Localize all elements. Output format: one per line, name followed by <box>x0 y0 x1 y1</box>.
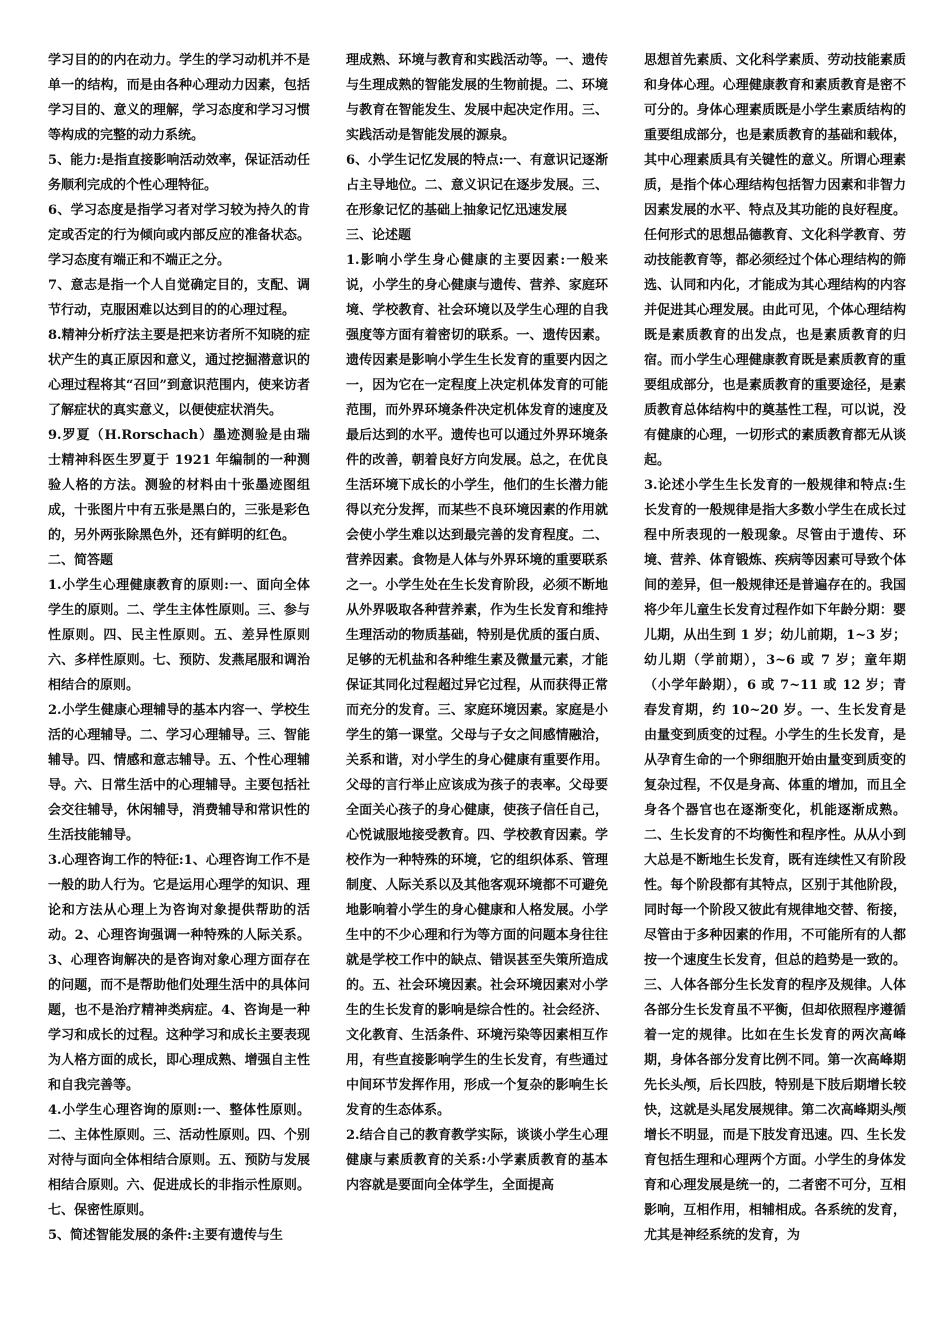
paragraph: 9.罗夏（H.Rorschach）墨迹测验是由瑞士精神科医生罗夏于 1921 年编制的一种测验人格的方法。测验的材料由十张墨迹图组成，十张图片中有五张是黑白的，三张是彩色的，另外两张除黑色外，还有鲜明的红色。 <box>48 428 310 543</box>
paragraph: 3.心理咨询工作的特征:1、心理咨询工作不是一般的助人行为。它是运用心理学的知识、理论和方法从心理上为咨询对象提供帮助的活动。2、心理咨询强调一种特殊的人际关系。3、心理咨询解决的是咨询对象心理方面存在的问题，而不是帮助他们处理生活中的具体问题，也不是治疗精神类病症。4、咨询是一种学习和成长的过程。这种学习和成长主要表现为人格方面的成长，即心理成熟、增强自主性和自我完善等。 <box>48 853 310 1093</box>
paragraph: 2.小学生健康心理辅导的基本内容一、学校生活的心理辅导。二、学习心理辅导。三、智能辅导。四、情感和意志辅导。五、个性心理辅导。六、日常生活中的心理辅导。主要包括社会交往辅导，休闲辅导，消费辅导和常识性的生活技能辅导。 <box>48 703 310 843</box>
paragraph: 3.论述小学生生长发育的一般规律和特点:生长发育的一般规律是指大多数小学生在成长过程中所表现的一般现象。尽管由于遗传、环境、营养、体育锻炼、疾病等因素可导致个体间的差异，但一般规律还是普遍存在的。我国将少年儿童生长发育过程作如下年龄分期：婴儿期，从出生到 1 岁；幼儿前期，1~3 岁；幼儿期（学前期），3~6 或 7 岁；童年期（小学年龄期），6 或 7~11 或 12 岁；青春发育期，约 10~20 岁。一、生长发育是由量变到质变的过程。小学生的生长发育，是从孕育生命的一个卵细胞开始由量变到质变的复杂过程，不仅是身高、体重的增加，而且全身各个器官也在逐渐变化，机能逐渐成熟。二、生长发育的不均衡性和程序性。从从小到大总是不断地生长发育，既有连续性又有阶段性。每个阶段都有其特点，区别于其他阶段，同时每一个阶段又彼此有规律地交替、衔接，尽管由于多种因素的作用，不可能所有的人都按一个速度生长发育，但总的趋势是一致的。三、人体各部分生长发育的程序及规律。人体各部分生长发育虽不平衡，但却依照程序遵循着一定的规律。比如在生长发育的两次高峰期，身体各部分发育比例不同。第一次高峰期先长头颅，后长四肢，特别是下肢后期增长较快，这就是头尾发展规律。第二次高峰期头颅增长不明显，而是下肢发育迅速。四、生长发育包括生理和心理两个方面。小学生的身体发育和心理发展是统一的，二者密不可分，互相影响，互相作用，相辅相成。各系统的发育，尤其是神经系统的发育，为 <box>644 478 906 1243</box>
paragraph: 6、学习态度是指学习者对学习较为持久的肯定或否定的行为倾向或内部反应的准备状态。学习态度有端正和不端正之分。 <box>48 203 310 268</box>
paragraph: 7、意志是指一个人自觉确定目的，支配、调节行动，克服困难以达到目的的心理过程。 <box>48 278 310 318</box>
paragraph: 1.影响小学生身心健康的主要因素:一般来说，小学生的身心健康与遗传、营养、家庭环境、学校教育、社会环境以及学生心理的自我强度等方面有着密切的联系。一、遗传因素。遗传因素是影响小学生生长发育的重要内因之一，因为它在一定程度上决定机体发育的可能范围，而外界环境条件决定机体发育的速度及最后达到的水平。遗传也可以通过外界环境条件的改善，朝着良好方向发展。总之，在优良生活环境下成长的小学生，他们的生长潜力能得以充分发挥，而某些不良环境因素的作用就会使小学生难以达到最完善的发育程度。二、营养因素。食物是人体与外界环境的重要联系之一。小学生处在生长发育阶段，必须不断地从外界吸取各种营养素，作为生长发育和维持生理活动的物质基础，特别是优质的蛋白质、足够的无机盐和各种维生素及微量元素，才能保证其同化过程超过异它过程，从而获得正常而充分的发育。三、家庭环境因素。家庭是小学生的第一课堂。父母与子女之间感情融洽，关系和谐，对小学生的身心健康有重要作用。父母的言行举止应该成为孩子的表率。父母要全面关心孩子的身心健康，使孩子信任自己，心悦诚服地接受教育。四、学校教育因素。学校作为一种特殊的环境，它的组织体系、管理制度、人际关系以及其他客观环境都不可避免地影响着小学生的身心健康和人格发展。小学生中的不少心理和行为等方面的问题本身往往就是学校工作中的缺点、错误甚至失策所造成的。五、社会环境因素。社会环境因素对小学生的生长发育的影响是综合性的。社会经济、文化教育、生活条件、环境污染等因素相互作用，有些直接影响学生的生长发育，有些通过中间环节发挥作用，形成一个复杂的影响生长发育的生态体系。 <box>346 253 608 1118</box>
paragraph: 8.精神分析疗法主要是把来访者所不知晓的症状产生的真正原因和意义，通过挖掘潜意识的心理过程将其“召回”到意识范围内，使来访者了解症状的真实意义，以便使症状消失。 <box>48 328 310 418</box>
paragraph: 4.小学生心理咨询的原则:一、整体性原则。二、主体性原则。三、活动性原则。四、个别对待与面向全体相结合原则。五、预防与发展相结合原则。六、促进成长的非指示性原则。七、保密性原则。 <box>48 1103 310 1218</box>
text-column-right <box>644 48 906 1344</box>
paragraph: 1.小学生心理健康教育的原则:一、面向全体学生的原则。二、学生主体性原则。三、参与性原则。四、民主性原则。五、差异性原则六、多样性原则。七、预防、发燕尾服和调治相结合的原则。 <box>48 578 310 693</box>
paragraph: 二、简答题 <box>48 553 114 568</box>
paragraph: 思想首先素质、文化科学素质、劳动技能素质和身体心理。心理健康教育和素质教育是密不可分的。身体心理素质既是小学生素质结构的重要组成部分，也是素质教育的基础和载体，其中心理素质具有关键性的意义。所谓心理素质，是指个体心理结构包括智力因素和非智力因素发展的水平、特点及其功能的良好程度。任何形式的思想品德教育、文化科学教育、劳动技能教育等，都必须经过个体心理结构的筛选、认同和内化，才能成为其心理结构的内容并促进其心理发展。由此可见，个体心理结构既是素质教育的出发点，也是素质教育的归宿。而小学生心理健康教育既是素质教育的重要组成部分，也是素质教育的重要途径，是素质教育总体结构中的奠基性工程，可以说，没有健康的心理，一切形式的素质教育都无从谈起。 <box>644 53 906 468</box>
paragraph: 5、简述智能发展的条件:主要有遗传与生 <box>48 1228 283 1243</box>
text-column-middle <box>346 48 608 1344</box>
paragraph: 三、论述题 <box>346 228 412 243</box>
paragraph: 5、能力:是指直接影响活动效率，保证活动任务顺利完成的个性心理特征。 <box>48 153 310 193</box>
paragraph: 6、小学生记忆发展的特点:一、有意识记逐渐占主导地位。二、意义识记在逐步发展。三、在形象记忆的基础上抽象记忆迅速发展 <box>346 153 608 218</box>
paragraph: 2.结合自己的教育教学实际，谈谈小学生心理健康与素质教育的关系:小学素质教育的基本内容就是要面向全体学生，全面提高 <box>346 1128 608 1193</box>
paragraph: 理成熟、环境与教育和实践活动等。一、遗传与生理成熟的智能发展的生物前提。二、环境与教育在智能发生、发展中起决定作用。三、实践活动是智能发展的源泉。 <box>346 53 608 143</box>
paragraph: 学习目的的内在动力。学生的学习动机并不是单一的结构，而是由各种心理动力因素，包括学习目的、意义的理解，学习态度和学习习惯等构成的完整的动力系统。 <box>48 53 310 143</box>
text-column-left <box>48 48 310 1344</box>
